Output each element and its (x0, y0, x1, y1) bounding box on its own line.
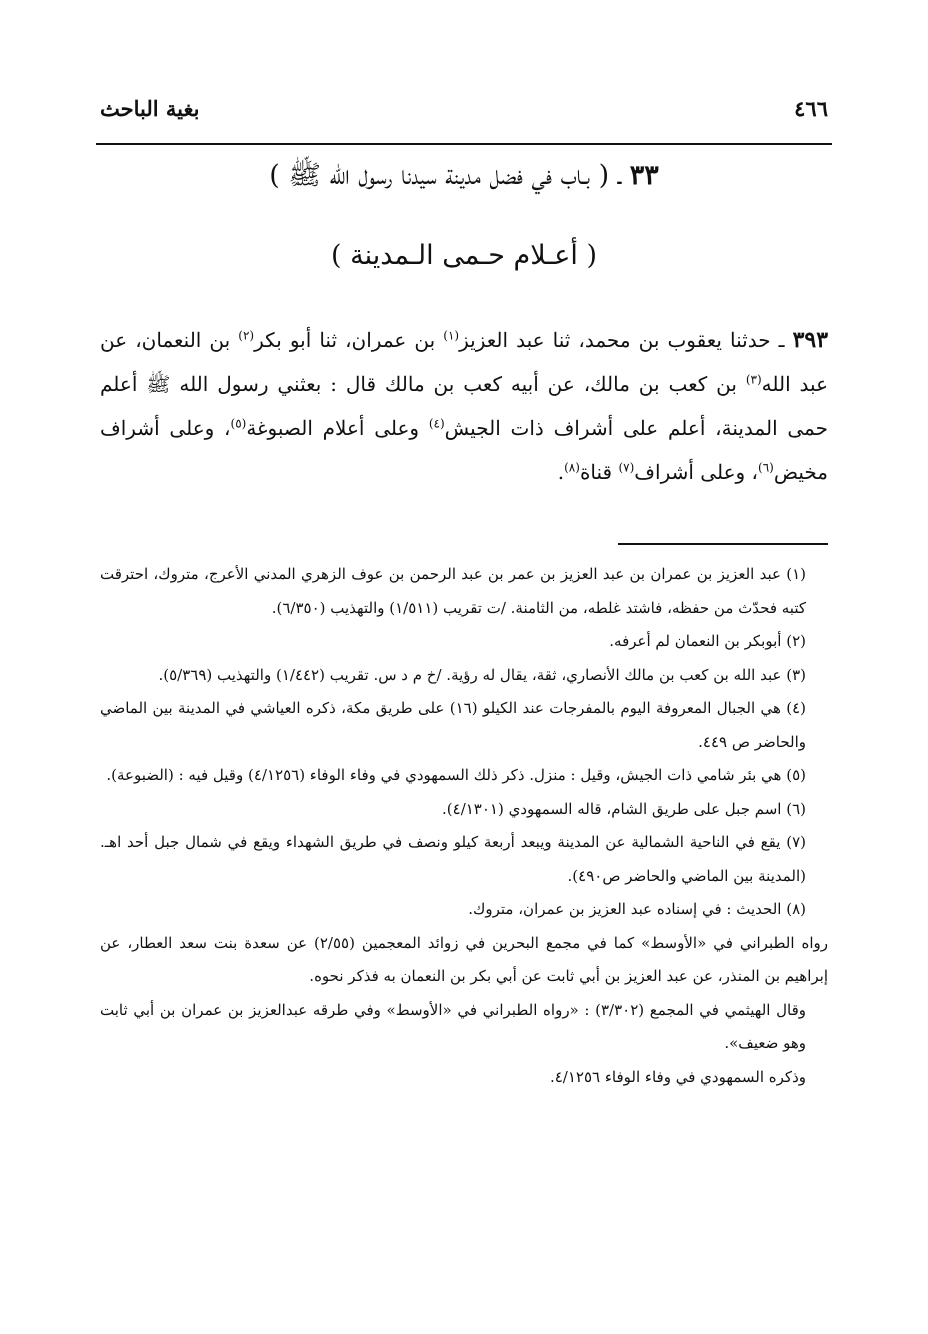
hadith-text (100, 318, 828, 494)
hadith-text-part: قناة (579, 460, 619, 484)
footnote-ref: (٨) (564, 460, 580, 475)
header-rule (96, 143, 832, 145)
footnote: (٣) عبد الله بن كعب بن مالك الأنصاري، ثقة، يقال له رؤية. /خ م د س. تقريب (١/٤٤٢) والتهذيب (٥/٣٦٩). (158, 665, 806, 684)
hadith-text-part: ، وعلى أشراف مخيض (100, 416, 828, 484)
footnote: (٢) أبوبكر بن النعمان لم أعرفه. (609, 632, 806, 650)
hadith-text-part: بن النعمان، عن عبد الله (100, 328, 828, 396)
footnotes (100, 558, 828, 1094)
footnote-ref: (١) (443, 328, 460, 343)
hadith-text-part: . (557, 460, 565, 484)
footnote-ref: (٣) (745, 372, 762, 387)
footnote-ref: (٤) (428, 416, 445, 431)
page-number: ٤٦٦ (794, 96, 828, 121)
hadith-text-part: ـ حدثنا يعقوب بن محمد، ثنا عبد العزيز (459, 328, 793, 352)
hadith-number: ٣٩٣ (792, 327, 829, 353)
footnote-ref: (٧) (618, 460, 635, 475)
footnote-ref: (٥) (230, 416, 247, 431)
hadith-text-part: بن كعب بن مالك، عن أبيه كعب بن مالك قال : بعثني رسول الله ﷺ أعلم حمى المدينة، أعلم على أشراف ذات الجيش (100, 372, 828, 440)
footnote: (٤) هي الجبال المعروفة اليوم بالمفرجات عند الكيلو (١٦) على طريق مكة، ذكره العياشي في المدينة بين الماضي والحاضر ص ٤٤٩. (100, 699, 806, 751)
hadith-text-part: ، وعلى أشراف (634, 460, 758, 484)
footnote-ref: (٦) (758, 460, 774, 475)
footnote-ref: (٢) (238, 328, 255, 343)
running-title: بغية الباحث (100, 96, 200, 121)
section-subtitle: ( أعـلام حـمى الـمدينة ) (330, 240, 598, 271)
hadith-text-part: وعلى أعلام الصبوغة (246, 416, 429, 440)
footnote: (١) عبد العزيز بن عمران بن عبد العزيز بن عمر بن عبد الرحمن بن عوف الزهري المدني الأعرج، متروك، احترقت كتبه فحدّث من حفظه، فاشتد غلطه، من الثامنة. /ت تقريب (١/٥١١) والتهذيب (٦/٣٥٠). (100, 565, 806, 617)
footnote-paragraph: وذكره السمهودي في وفاء الوفاء ٤/١٢٥٦. (549, 1067, 806, 1086)
footnote-separator (618, 543, 828, 545)
footnote: (٨) الحديث : في إسناده عبد العزيز بن عمران، متروك. (468, 900, 806, 918)
chapter-heading (96, 158, 832, 198)
footnote-paragraph: رواه الطبراني في «الأوسط» كما في مجمع البحرين في زوائد المعجمين (٢/٥٥) عن سعدة بنت سعد العطار، عن إبراهيم بن المنذر، عن عبد العزيز بن أبي ثابت عن أبي بكر بن النعمان به فذكر نحوه. (100, 933, 828, 985)
footnote: (٥) هي بئر شامي ذات الجيش، وقيل : منزل. ذكر ذلك السمهودي في وفاء الوفاء (٤/١٢٥٦) وقيل فيه : (الضبوعة). (106, 766, 806, 784)
hadith-text-part: بن عمران، ثنا أبو بكر (254, 328, 444, 352)
chapter-title: ـ ( بـاب في فضل مدينة سيدنا رسول الله ﷺ ) (269, 160, 622, 191)
footnote-paragraph: وقال الهيثمي في المجمع (٣/٣٠٢) : «رواه الطبراني في «الأوسط» وفي طرقه عبدالعزيز بن عمران بن أبي ثابت وهو ضعيف». (100, 1000, 807, 1052)
footnote: (٧) يقع في الناحية الشمالية عن المدينة ويبعد أربعة كيلو ونصف في طريق الشهداء ويقع في شمال جبل أحد اهـ. (المدينة بين الماضي والحاضر ص٤٩٠). (100, 833, 806, 885)
footnote: (٦) اسم جبل على طريق الشام، قاله السمهودي (٤/١٣٠١). (442, 799, 806, 818)
chapter-number: ٣٣ (629, 160, 659, 191)
